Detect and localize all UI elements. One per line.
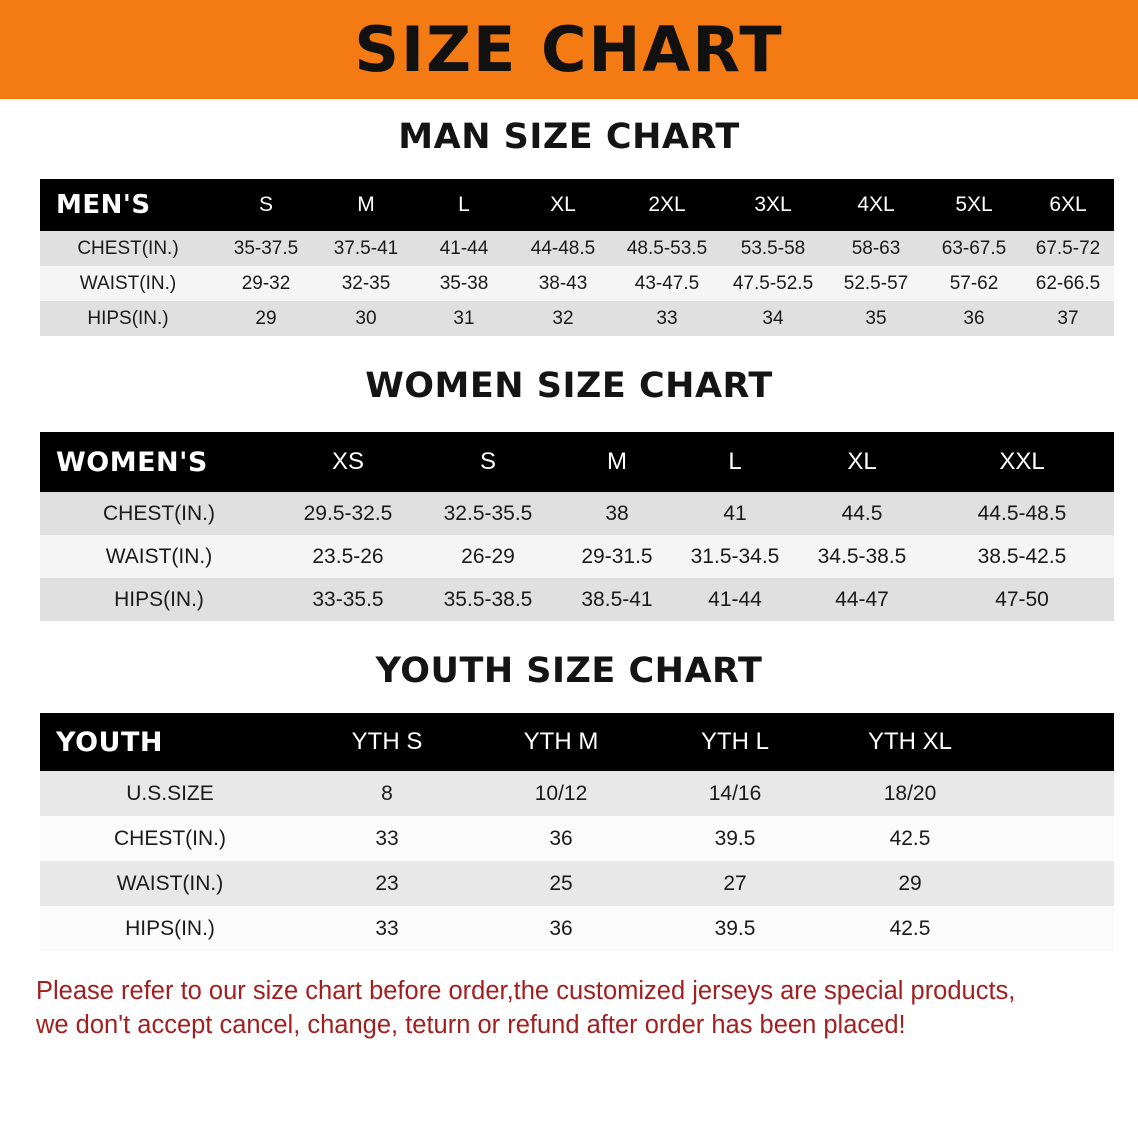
table-cell: 14/16 [648,771,822,816]
table-row [40,301,1114,336]
table-cell: 30 [316,301,416,336]
table-cell: 52.5-57 [826,266,926,301]
youth-size-table [40,713,1114,951]
men-row-label-chest: CHEST(IN.) [40,231,216,266]
table-cell-empty [998,906,1114,951]
table-row [40,906,1114,951]
table-cell: 29-31.5 [558,535,676,578]
men-header-6xl: 6XL [1022,179,1114,231]
table-cell: 42.5 [822,906,998,951]
table-cell: 44-47 [794,578,930,621]
table-cell: 37 [1022,301,1114,336]
table-cell: 35 [826,301,926,336]
table-cell: 62-66.5 [1022,266,1114,301]
women-table-body [40,492,1114,621]
youth-header-m: YTH M [474,713,648,771]
table-cell: 44.5 [794,492,930,535]
table-cell-empty [998,771,1114,816]
table-cell: 33-35.5 [278,578,418,621]
men-table-header [40,179,1114,231]
table-cell: 33 [614,301,720,336]
women-size-table [40,432,1114,621]
table-cell: 18/20 [822,771,998,816]
men-header-5xl: 5XL [926,179,1022,231]
women-header-s: S [418,432,558,492]
table-cell: 38.5-42.5 [930,535,1114,578]
table-row [40,578,1114,621]
table-cell: 38.5-41 [558,578,676,621]
table-cell: 36 [474,816,648,861]
table-header-row [40,432,1114,492]
youth-header-l: YTH L [648,713,822,771]
table-cell: 35.5-38.5 [418,578,558,621]
men-header-label: MEN'S [40,179,216,231]
men-header-4xl: 4XL [826,179,926,231]
table-cell: 36 [474,906,648,951]
table-cell: 32.5-35.5 [418,492,558,535]
women-header-l: L [676,432,794,492]
women-table-header [40,432,1114,492]
table-cell: 35-38 [416,266,512,301]
table-cell: 43-47.5 [614,266,720,301]
table-cell: 57-62 [926,266,1022,301]
table-cell: 42.5 [822,816,998,861]
table-cell: 41-44 [676,578,794,621]
table-cell: 26-29 [418,535,558,578]
table-cell: 47.5-52.5 [720,266,826,301]
women-row-label-hips: HIPS(IN.) [40,578,278,621]
table-cell: 38 [558,492,676,535]
table-cell: 48.5-53.5 [614,231,720,266]
youth-header-s: YTH S [300,713,474,771]
table-cell: 67.5-72 [1022,231,1114,266]
table-cell: 34 [720,301,826,336]
table-cell: 31.5-34.5 [676,535,794,578]
table-cell: 44-48.5 [512,231,614,266]
table-row [40,816,1114,861]
men-row-label-hips: HIPS(IN.) [40,301,216,336]
table-cell: 29.5-32.5 [278,492,418,535]
table-cell: 47-50 [930,578,1114,621]
youth-table-body [40,771,1114,951]
table-cell: 37.5-41 [316,231,416,266]
women-row-label-waist: WAIST(IN.) [40,535,278,578]
table-cell: 25 [474,861,648,906]
youth-header-label: YOUTH [40,713,300,771]
women-header-label: WOMEN'S [40,432,278,492]
table-cell: 32 [512,301,614,336]
women-section-title: WOMEN SIZE CHART [365,366,773,406]
men-header-xl: XL [512,179,614,231]
man-section-title: MAN SIZE CHART [398,117,740,157]
disclaimer-line-1: Please refer to our size chart before order,the customized jerseys are special products, [36,977,1016,1005]
table-cell: 53.5-58 [720,231,826,266]
table-cell: 39.5 [648,816,822,861]
men-size-table [40,179,1114,336]
women-header-xxl: XXL [930,432,1114,492]
table-cell: 29 [822,861,998,906]
men-header-m: M [316,179,416,231]
men-header-s: S [216,179,316,231]
men-header-2xl: 2XL [614,179,720,231]
youth-row-label-waist: WAIST(IN.) [40,861,300,906]
table-header-row [40,713,1114,771]
table-cell: 44.5-48.5 [930,492,1114,535]
table-header-row [40,179,1114,231]
table-row [40,266,1114,301]
page-title: SIZE CHART [354,12,784,86]
women-header-xl: XL [794,432,930,492]
table-row [40,535,1114,578]
table-cell: 38-43 [512,266,614,301]
youth-section [0,651,1138,951]
youth-header-xl: YTH XL [822,713,998,771]
men-table-body [40,231,1114,336]
women-section [0,366,1138,621]
youth-section-title: YOUTH SIZE CHART [375,651,763,691]
table-cell: 29 [216,301,316,336]
youth-row-label-ussize: U.S.SIZE [40,771,300,816]
table-cell-empty [998,861,1114,906]
table-cell: 41-44 [416,231,512,266]
table-cell: 35-37.5 [216,231,316,266]
table-cell: 23 [300,861,474,906]
table-cell: 58-63 [826,231,926,266]
table-row [40,492,1114,535]
table-cell: 34.5-38.5 [794,535,930,578]
youth-header-spacer [998,713,1114,771]
table-cell: 36 [926,301,1022,336]
men-header-3xl: 3XL [720,179,826,231]
youth-table-header [40,713,1114,771]
table-row [40,231,1114,266]
youth-row-label-chest: CHEST(IN.) [40,816,300,861]
women-header-m: M [558,432,676,492]
table-cell: 23.5-26 [278,535,418,578]
men-row-label-waist: WAIST(IN.) [40,266,216,301]
table-row [40,771,1114,816]
table-cell: 27 [648,861,822,906]
table-row [40,861,1114,906]
table-cell: 31 [416,301,512,336]
table-cell: 10/12 [474,771,648,816]
men-header-l: L [416,179,512,231]
table-cell: 63-67.5 [926,231,1022,266]
table-cell: 33 [300,906,474,951]
table-cell: 33 [300,816,474,861]
table-cell: 41 [676,492,794,535]
women-header-xs: XS [278,432,418,492]
table-cell-empty [998,816,1114,861]
disclaimer-line-2: we don't accept cancel, change, teturn or refund after order has been placed! [36,1010,906,1039]
women-row-label-chest: CHEST(IN.) [40,492,278,535]
table-cell: 39.5 [648,906,822,951]
youth-row-label-hips: HIPS(IN.) [40,906,300,951]
table-cell: 8 [300,771,474,816]
banner [0,0,1138,99]
table-cell: 29-32 [216,266,316,301]
table-cell: 32-35 [316,266,416,301]
man-section [0,117,1138,336]
disclaimer-note [0,965,1138,1042]
